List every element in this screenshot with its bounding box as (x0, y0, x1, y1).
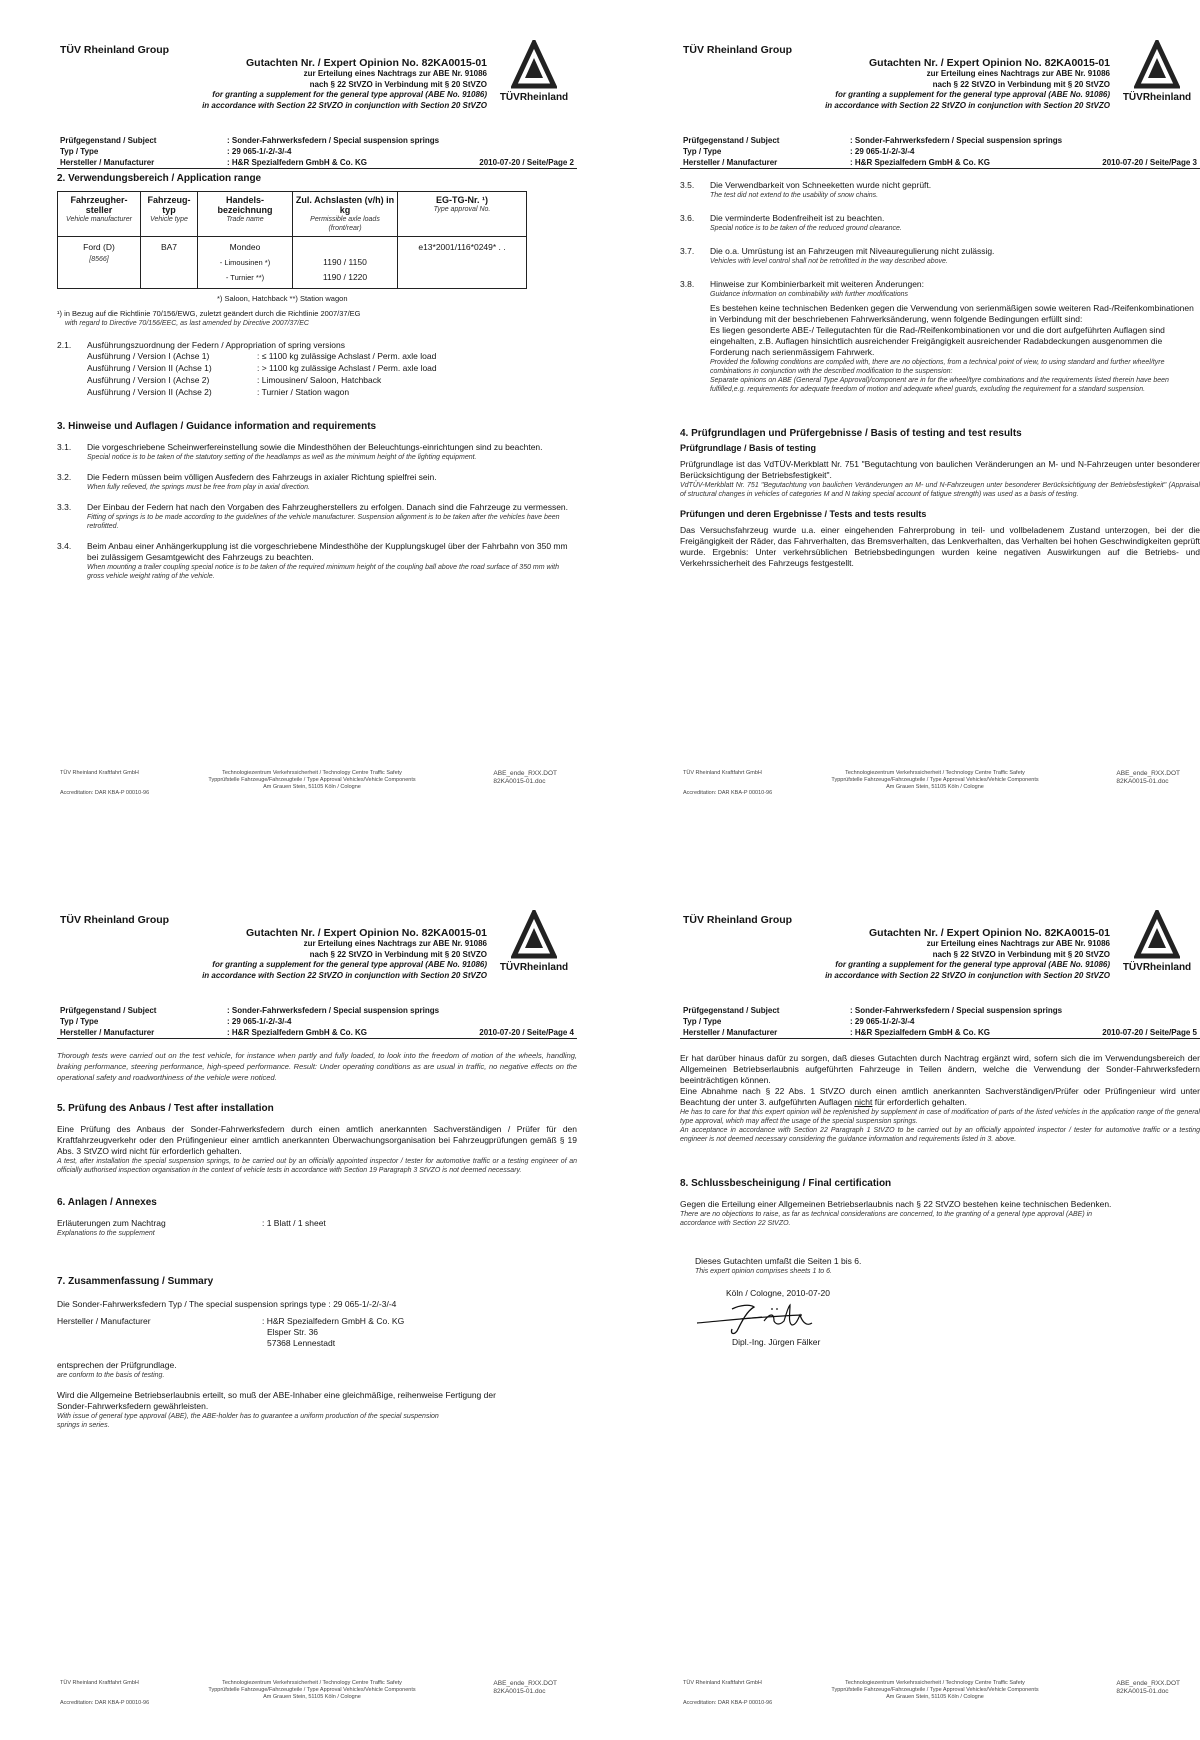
header-line: nach § 22 StVZO in Verbindung mit § 20 StVZO (932, 949, 1110, 959)
item-number: 2.1. (57, 340, 72, 350)
manufacturer-value: : H&R Spezialfedern GmbH & Co. KG (227, 158, 368, 167)
footer-doc: 82KA0015-01.doc (1116, 778, 1169, 785)
section-title: 6. Anlagen / Annexes (57, 1197, 157, 1208)
list-item (57, 472, 577, 492)
signature-icon (692, 1301, 852, 1337)
page-body (57, 173, 577, 581)
paragraph: Das Versuchsfahrzeug wurde u.a. einer eingehenden Fahrerprobung in teil- und vollbeladenem Zustand unterzogen, bei der die Freigängigkeit der Räder, das Fahrverhalten, das Bremsverhalten, das Lenkverhalten, das Verhalten bei hohen Geschwindigkeiten geprüft wurde. Ergebnis: Unter verkehrsüblichen Betriebsbedingungen wurden keine negativen Auswirkungen auf die Betriebs- und Verkehrssicherheit des Fahrzeugs festgestellt. (680, 525, 1200, 568)
header-line: zur Erteilung eines Nachtrags zur ABE Nr. 91086 (303, 939, 487, 948)
manufacturer-value: : H&R Spezialfedern GmbH & Co. KG (227, 1028, 368, 1037)
tuv-logo (494, 40, 574, 103)
page-number: 2010-07-20 / Seite/Page 2 (479, 158, 574, 167)
item-text: Die o.a. Umrüstung ist an Fahrzeugen mit Niveauregulierung nicht zulässig. (710, 246, 995, 256)
col-header-en: Vehicle type (150, 216, 188, 223)
application-table (57, 191, 527, 289)
col-header-en: Vehicle manufacturer (66, 216, 132, 223)
page-body (680, 1053, 1200, 1348)
footer-accreditation: Accreditation: DAR KBA-P 00010-96 (683, 790, 773, 796)
opinion-title: Gutachten Nr. / Expert Opinion No. 82KA0015-01 (869, 927, 1110, 939)
item-paragraph: Es liegen gesonderte ABE-/ Teilegutachten für die Rad-/Reifenkombinationen vor und die dort aufgeführten Auflagen sind eingehalten, z.B. Auflagen hinsichtlich ausreichender Freigängigkeit ausreichender Radabdeckungen ausgenommen die Forderung nach serienmässigem Fahrwerk. (710, 325, 1165, 357)
cell-name: Mondeo (229, 242, 261, 252)
subject-label: Prüfgegenstand / Subject (683, 136, 780, 145)
cell-load: 1190 / 1220 (322, 272, 368, 282)
header-line: in accordance with Section 22 StVZO in conjunction with Section 20 StVZO (825, 970, 1110, 980)
paragraph-en: With issue of general type approval (ABE), the ABE-holder has to guarantee a uniform production of the special suspension springs in series. (57, 1413, 439, 1429)
item-text-en: Vehicles with level control shall not be retrofitted in the way described above. (710, 258, 948, 265)
footer-org: TÜV Rheinland Kraftfahrt GmbH (683, 1680, 762, 1686)
logo-text: TÜVRheinland (499, 92, 569, 103)
cell-code: [8566] (89, 256, 109, 263)
cell-approval: e13*2001/116*0249* . . (418, 242, 506, 252)
version-row (57, 387, 577, 399)
sheets-statement: Dieses Gutachten umfaßt die Seiten 1 bis 6. (695, 1256, 862, 1266)
version-row (57, 351, 577, 363)
document-page-2 (57, 40, 577, 870)
subsection-title: Prüfungen und deren Ergebnisse / Tests and tests results (680, 509, 927, 519)
header-line: nach § 22 StVZO in Verbindung mit § 20 StVZO (309, 79, 487, 89)
subject-value: : Sonder-Fahrwerksfedern / Special suspension springs (227, 1006, 440, 1015)
col-header: Fahrzeug-typ (147, 195, 191, 215)
header-line: zur Erteilung eines Nachtrags zur ABE Nr. 91086 (303, 69, 487, 78)
opinion-title: Gutachten Nr. / Expert Opinion No. 82KA0015-01 (869, 57, 1110, 69)
footer-line: Technologiezentrum Verkehrssicherheit / Technology Centre Traffic Safety (845, 770, 1025, 776)
list-item (57, 442, 577, 462)
col-header: EG-TG-Nr. ¹) (436, 195, 488, 205)
version-label: Ausführung / Version I (Achse 1) (87, 351, 210, 361)
item-text-en: Special notice is to be taken of the statutory setting of the headlamps as well as the minimum height of the lighting equipment. (87, 454, 477, 461)
version-label: Ausführung / Version II (Achse 2) (87, 387, 212, 397)
type-value: : 29 065-1/-2/-3/-4 (850, 147, 915, 156)
paragraph-en: Thorough tests were carried out on the test vehicle, for instance when partly and fully loaded, to look into the freedom of motion of the wheels, handling, braking performance, steering performance, high-speed performance. Result: Under operating conditions as are usual in traffic, no negative effects on the operational safety and roadworthiness of the vehicle were noticed. (57, 1051, 577, 1082)
paragraph: Gegen die Erteilung einer Allgemeinen Betriebserlaubnis nach § 22 StVZO bestehen keine technischen Bedenken. (680, 1199, 1112, 1209)
header-line: for granting a supplement for the general type approval (ABE No. 91086) (212, 960, 487, 969)
footer-accreditation: Accreditation: DAR KBA-P 00010-96 (60, 1700, 150, 1706)
footer-org: TÜV Rheinland Kraftfahrt GmbH (60, 1680, 139, 1686)
paragraph: Er hat darüber hinaus dafür zu sorgen, daß dieses Gutachten durch Nachtrag ergänzt wird, sofern sich die im Verwendungsbereich der Allgemeinen Betriebserlaubnis aufgeführten Fahrzeuge in Teilen ändern, welche die Verwendung der Sonder-Fahrwerksfedern beeinträchtigen können. (680, 1053, 1200, 1085)
header-line: in accordance with Section 22 StVZO in conjunction with Section 20 StVZO (202, 100, 487, 110)
footer-doc: ABE_ende_RXX.DOT (1116, 770, 1180, 777)
item-paragraph: Es bestehen keine technischen Bedenken gegen die Verwendung von serienmäßigen sowie weiteren Rad-/Reifenkombinationen in Verbindung mit der beschriebenen Fahrwerksänderung, wenn folgende Bedingungen erfüllt sind: (710, 303, 1194, 324)
type-value: : 29 065-1/-2/-3/-4 (227, 147, 292, 156)
annex-label-en: Explanations to the supplement (57, 1230, 155, 1237)
footnote-en: with regard to Directive 70/156/EEC, as last amended by Directive 2007/37/EC (65, 320, 309, 327)
manufacturer-label: Hersteller / Manufacturer (683, 1028, 778, 1037)
paragraph-part: für erforderlich gehalten. (872, 1097, 967, 1107)
footer-doc: ABE_ende_RXX.DOT (493, 1680, 557, 1687)
annex-row (57, 1218, 577, 1242)
annex-label: Erläuterungen zum Nachtrag (57, 1218, 166, 1228)
document-page-5 (680, 910, 1200, 1740)
paragraph-en: VdTÜV-Merkblatt Nr. 751 "Begutachtung von baulichen Veränderungen an M- und N-Fahrzeugen unter besonderer Berücksichtigung der Betriebsfestigkeit" (Appraisal of structural changes in vehicles of categories M and N taking special account of fatigue strength) was used as a basis of testing. (680, 482, 1200, 498)
subject-block (57, 1005, 577, 1039)
page-body (57, 1050, 577, 1430)
summary-type: Die Sonder-Fahrwerksfedern Typ / The special suspension springs type : 29 065-1/-2/-3/-4 (57, 1299, 397, 1309)
item-text: Die verminderte Bodenfreiheit ist zu beachten. (710, 213, 885, 223)
footer-doc: 82KA0015-01.doc (493, 778, 546, 785)
footer-line: Am Grauen Stein, 51105 Köln / Cologne (263, 1694, 361, 1700)
footer-line: Am Grauen Stein, 51105 Köln / Cologne (263, 784, 361, 790)
manufacturer-value: : H&R Spezialfedern GmbH & Co. KG (850, 158, 991, 167)
header-line: for granting a supplement for the general type approval (ABE No. 91086) (212, 90, 487, 99)
cell-limo: - Limousinen *) (219, 258, 271, 267)
summary-manufacturer (57, 1316, 577, 1360)
item-number: 3.7. (680, 246, 695, 256)
header-line: for granting a supplement for the general type approval (ABE No. 91086) (835, 960, 1110, 969)
footer-line: Typprüfstelle Fahrzeuge/Fahrzeugteile / Type Approval Vehicles/Vehicle Components (208, 1687, 416, 1693)
version-value: : > 1100 kg zulässige Achslast / Perm. axle load (257, 363, 437, 373)
col-header: Fahrzeugher-steller (70, 195, 128, 215)
header-line: in accordance with Section 22 StVZO in conjunction with Section 20 StVZO (202, 970, 487, 980)
item-paragraph-en: Separate opinions on ABE (General Type Approval)/component are in for the wheel/tyre combinations and the requirements listed therein have been fulfilled,e.g. requirements for adequate freedom of motion and adequate wheel guards, excluding the requirement for a standard suspension. (710, 377, 1169, 393)
subject-label: Prüfgegenstand / Subject (60, 1006, 157, 1015)
logo-text: TÜVRheinland (1122, 92, 1192, 103)
version-value: : Limousinen/ Saloon, Hatchback (257, 375, 382, 385)
col-header: Handels-bezeichnung (217, 195, 273, 215)
underlined-word: nicht (854, 1097, 873, 1107)
type-value: : 29 065-1/-2/-3/-4 (227, 1017, 292, 1026)
list-item (680, 246, 1200, 266)
section-title: 8. Schlussbescheinigung / Final certification (680, 1178, 892, 1189)
header-line: zur Erteilung eines Nachtrags zur ABE Nr. 91086 (926, 69, 1110, 78)
footer-line: Typprüfstelle Fahrzeuge/Fahrzeugteile / Type Approval Vehicles/Vehicle Components (831, 777, 1039, 783)
opinion-title: Gutachten Nr. / Expert Opinion No. 82KA0015-01 (246, 927, 487, 939)
paragraph-en: are conform to the basis of testing. (57, 1372, 165, 1379)
col-header-en: Trade name (226, 216, 264, 223)
paragraph: Wird die Allgemeine Betriebserlaubnis erteilt, so muß der ABE-Inhaber eine gleichmäßige, reihenweise Fertigung der Sonder-Fahrwerksfedern gewährleisten. (57, 1390, 496, 1411)
type-value: : 29 065-1/-2/-3/-4 (850, 1017, 915, 1026)
footer-line: Technologiezentrum Verkehrssicherheit / Technology Centre Traffic Safety (222, 1680, 402, 1686)
cell-turnier: - Turnier **) (225, 273, 265, 282)
header-block (57, 57, 487, 111)
list-item (57, 502, 577, 531)
header-block (680, 57, 1110, 111)
version-value: : Turnier / Station wagon (257, 387, 350, 397)
table-row (58, 237, 527, 289)
col-header: Zul. Achslasten (v/h) in kg (295, 195, 395, 215)
item-text: Beim Anbau einer Anhängerkupplung ist die vorgeschriebene Mindesthöhe der Kupplungskugel über der Fahrbahn von 350 mm bei zulässigem Gesamtgewicht des Fahrzeugs zu beachten. (87, 541, 568, 562)
item-text-en: When mounting a trailer coupling special notice is to be taken of the required minimum height of the coupling ball above the road surface of 350 mm with gross vehicle weight rating of the vehicle. (87, 564, 559, 580)
paragraph: Prüfgrundlage ist das VdTÜV-Merkblatt Nr. 751 "Begutachtung von baulichen Veränderungen an M- und N-Fahrzeugen unter besonderer Berücksichtigung der Betriebsfestigkeit". (680, 459, 1200, 480)
item-number: 3.4. (57, 541, 72, 551)
document-page-4 (57, 910, 577, 1740)
footer-org: TÜV Rheinland Kraftfahrt GmbH (60, 770, 139, 776)
item-number: 3.3. (57, 502, 72, 512)
manufacturer-value: : H&R Spezialfedern GmbH & Co. KG (850, 1028, 991, 1037)
item-text-en: The test did not extend to the usability of snow chains. (710, 192, 879, 199)
footnote: ¹) in Bezug auf die Richtlinie 70/156/EWG, zuletzt geändert durch die Richtlinie 2007/37/EG (57, 309, 361, 318)
footer-line: Typprüfstelle Fahrzeuge/Fahrzeugteile / Type Approval Vehicles/Vehicle Components (208, 777, 416, 783)
subject-value: : Sonder-Fahrwerksfedern / Special suspension springs (227, 136, 440, 145)
tuv-triangle-icon (1134, 910, 1180, 960)
list-item (57, 340, 577, 351)
page-number: 2010-07-20 / Seite/Page 5 (1102, 1028, 1197, 1037)
col-header-en: Permissible axle loads (front/rear) (310, 216, 380, 232)
manufacturer-label: Hersteller / Manufacturer (683, 158, 778, 167)
version-label: Ausführung / Version I (Achse 2) (87, 375, 210, 385)
type-label: Typ / Type (683, 147, 722, 156)
paragraph: Eine Prüfung des Anbaus der Sonder-Fahrwerksfedern durch einen amtlich anerkannten Sachverständigen / Prüfer für den Kraftfahrzeugverkehr oder den Prüfingenieur einer amtlich anerkannten Überwachungsorganisation bei Fahrzeugprüfungen gemäß § 19 Abs. 3 StVZO wird nicht für erforderlich gehalten. (57, 1124, 577, 1156)
tuv-triangle-icon (511, 910, 557, 960)
tuv-triangle-icon (1134, 40, 1180, 90)
subsection-title: Prüfgrundlage / Basis of testing (680, 443, 817, 453)
subject-value: : Sonder-Fahrwerksfedern / Special suspension springs (850, 136, 1063, 145)
section-title: 3. Hinweise und Auflagen / Guidance information and requirements (57, 421, 377, 432)
list-item (680, 180, 1200, 200)
paragraph-en: An acceptance in accordance with Section 22 Paragraph 1 StVZO to be carried out by an officially appointed inspector / tester for automotive traffic or a testing engineer is not deemed necessary considering the guidance information and requirements listed in 3. above. (680, 1127, 1200, 1143)
list-item (680, 279, 1200, 394)
paragraph-en: A test, after installation the special suspension springs, to be carried out by an officially appointed inspector / tester for automotive traffic or a testing engineer of an officially authorised inspection organisation in the context of vehicle tests in accordance with Section 19 Paragraph 3 StVZO is not deemed necessary. (57, 1158, 577, 1174)
type-label: Typ / Type (60, 147, 99, 156)
footer-accreditation: Accreditation: DAR KBA-P 00010-96 (683, 1700, 773, 1706)
page-body (680, 180, 1200, 569)
header-line: nach § 22 StVZO in Verbindung mit § 20 StVZO (932, 79, 1110, 89)
footer-doc: 82KA0015-01.doc (1116, 1688, 1169, 1695)
footer-org: TÜV Rheinland Kraftfahrt GmbH (683, 770, 762, 776)
sheets-statement-en: This expert opinion comprises sheets 1 to 6. (695, 1268, 832, 1275)
tuv-logo (1117, 40, 1197, 103)
item-text-en: Special notice is to be taken of the reduced ground clearance. (710, 225, 902, 232)
cell-load: 1190 / 1150 (323, 257, 367, 267)
place-date: Köln / Cologne, 2010-07-20 (726, 1288, 830, 1298)
subject-label: Prüfgegenstand / Subject (60, 136, 157, 145)
item-text: Ausführungszuordnung der Federn / Appropriation of spring versions (87, 340, 345, 350)
type-label: Typ / Type (60, 1017, 99, 1026)
footer-line: Am Grauen Stein, 51105 Köln / Cologne (886, 1694, 984, 1700)
item-paragraph-en: Provided the following conditions are complied with, there are no objections, from a technical point of view, to using standard and further wheel/tyre combinations in conjunction with the described modification to the suspension: (710, 359, 1165, 375)
paragraph (680, 1086, 1200, 1108)
version-value: : ≤ 1100 kg zulässige Achslast / Perm. axle load (257, 351, 437, 361)
document-page-3 (680, 40, 1200, 870)
group-name: TÜV Rheinland Group (683, 914, 793, 926)
list-item (57, 541, 577, 581)
version-row (57, 375, 577, 387)
subject-label: Prüfgegenstand / Subject (683, 1006, 780, 1015)
footer-line: Technologiezentrum Verkehrssicherheit / Technology Centre Traffic Safety (222, 770, 402, 776)
subject-block (680, 1005, 1200, 1039)
tuv-logo (494, 910, 574, 973)
item-text: Die Federn müssen beim völligen Ausfedern des Fahrzeugs in axialer Richtung spielfrei sein. (87, 472, 437, 482)
item-text: Der Einbau der Federn hat nach den Vorgaben des Fahrzeugherstellers zu erfolgen. Danach sind die Fahrzeuge zu vermessen. (87, 502, 569, 512)
section-title: 7. Zusammenfassung / Summary (57, 1276, 214, 1287)
header-line: in accordance with Section 22 StVZO in conjunction with Section 20 StVZO (825, 100, 1110, 110)
group-name: TÜV Rheinland Group (60, 44, 170, 56)
section-title: 5. Prüfung des Anbaus / Test after installation (57, 1103, 274, 1114)
footer-doc: 82KA0015-01.doc (493, 1688, 546, 1695)
item-number: 3.2. (57, 472, 72, 482)
table-note: *) Saloon, Hatchback **) Station wagon (217, 294, 348, 303)
item-text-en: Fitting of springs is to be made according to the guidelines of the vehicle manufacturer. Suspension alignment is to be taken after the vehicles have been retrofitted. (87, 514, 560, 530)
header-line: nach § 22 StVZO in Verbindung mit § 20 StVZO (309, 949, 487, 959)
annex-value: : 1 Blatt / 1 sheet (262, 1218, 326, 1228)
header-line: for granting a supplement for the general type approval (ABE No. 91086) (835, 90, 1110, 99)
manufacturer-label: Hersteller / Manufacturer (57, 1316, 151, 1326)
footer-doc: ABE_ende_RXX.DOT (1116, 1680, 1180, 1687)
item-number: 3.5. (680, 180, 695, 190)
cell-manufacturer: Ford (D) (83, 242, 115, 252)
page-number: 2010-07-20 / Seite/Page 4 (479, 1028, 574, 1037)
item-number: 3.1. (57, 442, 72, 452)
section-title: 4. Prüfgrundlagen und Prüfergebnisse / Basis of testing and test results (680, 428, 1022, 439)
paragraph: entsprechen der Prüfgrundlage. (57, 1360, 177, 1370)
item-number: 3.8. (680, 279, 695, 289)
header-block (680, 927, 1110, 981)
logo-text: TÜVRheinland (1122, 962, 1192, 973)
footer-accreditation: Accreditation: DAR KBA-P 00010-96 (60, 790, 150, 796)
type-label: Typ / Type (683, 1017, 722, 1026)
cell-type: BA7 (160, 242, 178, 252)
manufacturer-street: Elsper Str. 36 (267, 1327, 319, 1337)
subject-block (57, 135, 577, 169)
col-header-en: Type approval No. (433, 206, 491, 213)
manufacturer-label: Hersteller / Manufacturer (60, 158, 155, 167)
tuv-triangle-icon (511, 40, 557, 90)
version-row (57, 363, 577, 375)
group-name: TÜV Rheinland Group (683, 44, 793, 56)
item-text: Die vorgeschriebene Scheinwerfereinstellung sowie die Mindesthöhen der Beleuchtungs-einrichtungen sind zu beachten. (87, 442, 543, 452)
footer-line: Am Grauen Stein, 51105 Köln / Cologne (886, 784, 984, 790)
paragraph-en: There are no objections to raise, as far as technical considerations are concerned, to the granting of a general type approval (ABE) in accordance with Section 22 StVZO. (680, 1211, 1093, 1227)
footer-doc: ABE_ende_RXX.DOT (493, 770, 557, 777)
logo-text: TÜVRheinland (499, 962, 569, 973)
page-number: 2010-07-20 / Seite/Page 3 (1102, 158, 1197, 167)
item-text-en: Guidance information on combinability with further modifications (710, 291, 909, 298)
header-block (57, 927, 487, 981)
header-line: zur Erteilung eines Nachtrags zur ABE Nr. 91086 (926, 939, 1110, 948)
item-text: Hinweise zur Kombinierbarkeit mit weiteren Änderungen: (710, 279, 925, 289)
manufacturer-name: : H&R Spezialfedern GmbH & Co. KG (262, 1316, 405, 1326)
section-title: 2. Verwendungsbereich / Application range (57, 173, 262, 184)
opinion-title: Gutachten Nr. / Expert Opinion No. 82KA0015-01 (246, 57, 487, 69)
footer-line: Typprüfstelle Fahrzeuge/Fahrzeugteile / Type Approval Vehicles/Vehicle Components (831, 1687, 1039, 1693)
signer-name: Dipl.-Ing. Jürgen Fälker (732, 1337, 821, 1347)
version-label: Ausführung / Version II (Achse 1) (87, 363, 212, 373)
item-text: Die Verwendbarkeit von Schneeketten wurde nicht geprüft. (710, 180, 932, 190)
manufacturer-city: 57368 Lennestadt (267, 1338, 336, 1348)
item-text-en: When fully relieved, the springs must be free from play in axial direction. (87, 484, 310, 491)
subject-block (680, 135, 1200, 169)
subject-value: : Sonder-Fahrwerksfedern / Special suspension springs (850, 1006, 1063, 1015)
tuv-logo (1117, 910, 1197, 973)
paragraph-en: He has to care for that this expert opinion will be replenished by supplement in case of modification of parts of the listed vehicles in the application range of the general type approval, which may affect the usage of the special suspension springs. (680, 1109, 1200, 1125)
list-item (680, 213, 1200, 233)
group-name: TÜV Rheinland Group (60, 914, 170, 926)
paragraph-part: Eine Abnahme nach § 22 Abs. 1 StVZO durch einen amtlich anerkannten Sachverständigen/Prüfer oder Prüfingenieur wird unter Beachtung der unter 3. aufgeführten Auflagen (680, 1086, 1200, 1107)
item-number: 3.6. (680, 213, 695, 223)
footer-line: Technologiezentrum Verkehrssicherheit / Technology Centre Traffic Safety (845, 1680, 1025, 1686)
manufacturer-label: Hersteller / Manufacturer (60, 1028, 155, 1037)
